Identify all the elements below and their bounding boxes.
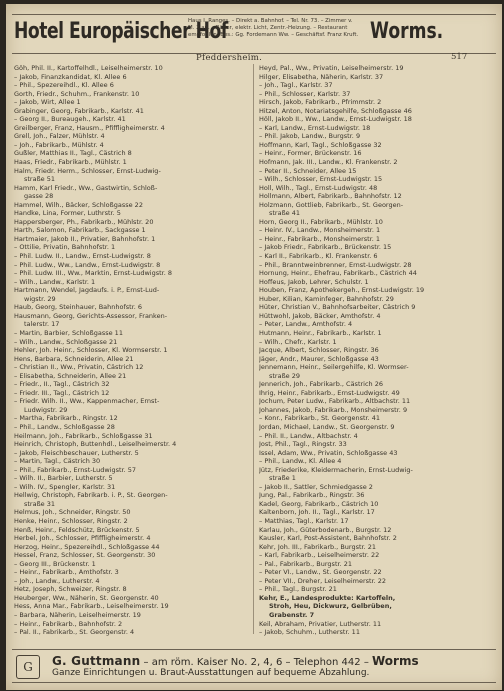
hotel-ad-line: Haus I. Ranges. – Direkt a. Bahnhof. – Tel. Nr. 73. – Zimmer v. <box>188 18 353 24</box>
directory-entry: Handke, Lina, Former, Luthrstr. 5 <box>14 209 121 218</box>
directory-entry: Grabenstr. 7 <box>269 611 315 619</box>
directory-entry: gasse 28 <box>24 192 54 201</box>
directory-entry: Happersberger, Ph., Fabrikarb., Mühlstr. 20 <box>14 217 154 226</box>
directory-entry: – Wilh., Landw., Schloßgasse 21 <box>14 337 118 346</box>
right-column <box>259 64 497 637</box>
directory-entry: Kehr, Joh. III., Fabrikarb., Burgstr. 21 <box>259 542 376 551</box>
directory-page <box>6 4 502 690</box>
directory-entry: Hofmann, Jak. III., Landw., Kl. Frankenstr. 2 <box>259 158 398 167</box>
directory-entry: straße 51 <box>24 175 56 184</box>
directory-entry: – Peter VI., Landw., St. Georgenstr. 22 <box>259 568 382 577</box>
directory-entry: Hellwig, Christoph, Fabrikarb. i. P., St. Georgen- <box>14 491 168 500</box>
directory-entry: – Konr., Fabrikarb., St. Georgenstr. 41 <box>259 414 381 423</box>
directory-entry: Hamm, Karl Friedr., Ww., Gastwirtin, Schloß- <box>14 183 158 192</box>
directory-entry: – Jakob II., Sattler, Schmiedgasse 2 <box>259 482 373 491</box>
directory-entry: – Phil. Ludw., Ww., Landw., Ernst-Ludwigstr. 8 <box>14 260 161 269</box>
hotel-ad-line: M. 2 an. – Bäder, elektr. Licht, Zentr.-Heizung. – Restaurant <box>188 25 348 31</box>
directory-entry: Horn, Georg II., Fabrikarb., Mühlstr. 10 <box>259 217 383 226</box>
directory-entry: wigstr. 29 <box>24 294 56 303</box>
directory-entry: – Peter II., Schneider, Allee 15 <box>259 166 357 175</box>
directory-entry: Herzog, Heinr., Spezereihdl., Schloßgasse 44 <box>14 542 160 551</box>
directory-entry: Jochum, Peter Ludw., Fabrikarb., Altbachstr. 11 <box>259 397 411 406</box>
directory-entry: – Friedr. Wilh. II., Ww., Kappenmacher, Ernst- <box>14 397 160 406</box>
directory-entry: Holzmann, Gottlieb, Fabrikarb., St. Georgen- <box>259 200 404 209</box>
directory-entry: Kaltenborn, Joh. II., Tagl., Karlstr. 17 <box>259 508 375 517</box>
directory-entry: Heilmann, Joh., Fabrikarb., Schloßgasse 31 <box>14 431 153 440</box>
directory-entry: – Martha, Fabrikarb., Ringstr. 12 <box>14 414 118 423</box>
directory-entry: – Phil. Jakob, Landw., Burgstr. 9 <box>259 132 361 141</box>
directory-entry: – Wilh., Landw., Karlstr. 1 <box>14 277 96 286</box>
directory-entry: Hornung, Heinr., Ehefrau, Fabrikarb., Cästrich 44 <box>259 269 417 278</box>
directory-entry: – Elisabetha, Schneiderin, Allee 21 <box>14 371 127 380</box>
left-column <box>14 64 252 637</box>
directory-entry: Keil, Abraham, Privatier, Lutherstr. 11 <box>259 619 382 628</box>
directory-entry: Issel, Adam, Ww., Privatin, Schloßgasse 43 <box>259 448 398 457</box>
directory-entry: Heinrich, Christoph, Buttenhdl., Leiselheimerstr. 4 <box>14 440 177 449</box>
directory-entry: Heyd, Pal., Ww., Privatin, Leiselheimerstr. 19 <box>259 64 404 72</box>
directory-entry: Herbel, Joh., Schlosser, Pfiffligheimerstr. 4 <box>14 534 151 543</box>
directory-entry: Johannes, Jakob, Fabrikarb., Monsheimerstr. 9 <box>259 405 408 414</box>
directory-entry: Huber, Kilian, Kaminfeger, Bahnhofstr. 29 <box>259 294 394 303</box>
directory-entry: Holl, Wilh., Tagl., Ernst-Ludwigstr. 48 <box>259 183 378 192</box>
directory-entry: Jung, Pal., Fabrikarb., Ringstr. 36 <box>259 491 365 500</box>
directory-entry: – Phil. II., Landw., Altbachstr. 4 <box>259 431 358 440</box>
directory-entry: – Friedr. III., Tagl., Cästrich 12 <box>14 388 110 397</box>
directory-entry: – Phil. Ludw. III., Ww., Marktin, Ernst-Ludwigstr. 8 <box>14 269 172 278</box>
directory-entry: – Karl II., Fabrikarb., Kl. Frankenstr. 6 <box>259 252 378 261</box>
directory-entry: – Heinr., Former, Brückenstr. 16 <box>259 149 362 158</box>
directory-entry: Hammel, Wilh., Bäcker, Schloßgasse 22 <box>14 200 143 209</box>
directory-entry: Harth, Salomon, Fabrikarb., Sackgasse 1 <box>14 226 146 235</box>
section-title: Pfeddersheim. <box>196 53 263 63</box>
directory-entry: straße 41 <box>269 209 301 218</box>
directory-entry: Göh, Phil. II., Kartoffelhdl., Leiselheimerstr. 10 <box>14 64 163 72</box>
directory-entry: Hartmaier, Jakob II., Privatier, Bahnhofstr. 1 <box>14 234 156 243</box>
hotel-ad-details <box>188 18 366 39</box>
directory-entry: – Joh., Tagl., Karlstr. 37 <box>259 81 333 90</box>
directory-entry: – Karl, Landw., Ernst-Ludwigstr. 18 <box>259 123 371 132</box>
directory-entry: Heuberger, Ww., Näherin, St. Georgenstr. 40 <box>14 593 159 602</box>
directory-entry: Henß, Heinr., Feldschütz, Brückenstr. 5 <box>14 525 140 534</box>
directory-entry: Halm, Friedr. Herm., Schlosser, Ernst-Ludwig- <box>14 166 161 175</box>
directory-entry: Jordan, Michael, Landw., St. Georgenstr. 9 <box>259 422 395 431</box>
directory-entry: straße 31 <box>24 499 56 508</box>
directory-entry: – Phil. Ludw. II., Landw., Ernst-Ludwigstr. 8 <box>14 252 151 261</box>
directory-entry: Kausler, Karl, Post-Assistent, Bahnhofstr. 2 <box>259 534 397 543</box>
directory-entry: – Friedr., II., Tagl., Cästrich 32 <box>14 380 110 389</box>
directory-entry: Hess, Anna Mar., Fabrikarb., Leiselheimerstr. 19 <box>14 602 169 611</box>
directory-entry: – Wilh. II., Barbier, Lutherstr. 5 <box>14 474 113 483</box>
directory-entry: Hüttwohl, Jakob, Bäcker, Amthofstr. 4 <box>259 311 381 320</box>
directory-entry: Kehr, E., Landesprodukte: Kartoffeln, <box>259 593 396 602</box>
directory-entry: Höll, Jakob II., Ww., Landw., Ernst-Ludwigstr. 18 <box>259 115 412 124</box>
directory-entry: Hens, Barbara, Schneiderin, Allee 21 <box>14 354 134 363</box>
directory-entry: – Jakob, Finanzkandidat, Kl. Allee 6 <box>14 72 127 81</box>
directory-entry: – Phil., Fabrikarb., Ernst-Ludwigstr. 57 <box>14 465 137 474</box>
directory-entry: Hirsch, Jakob, Fabrikarb., Pfrimmstr. 2 <box>259 98 382 107</box>
page-number: 517 <box>451 52 468 62</box>
directory-entry: Jütz, Friederike, Kleidermacherin, Ernst-Ludwig- <box>259 465 413 474</box>
directory-entry: Kadel, Georg, Fabrikarb., Cästrich 10 <box>259 499 379 508</box>
directory-entry: – Pal., Fabrikarb., Burgstr. 21 <box>259 559 352 568</box>
directory-entry: Hetz, Joseph, Schweizer, Ringstr. 8 <box>14 585 127 594</box>
directory-entry: Hilger, Elisabetha, Näherin, Karlstr. 37 <box>259 72 384 81</box>
directory-entry: Jennerich, Joh., Fabrikarb., Cästrich 26 <box>259 380 383 389</box>
directory-entry: Hoffeus, Jakob, Lehrer, Schulstr. 1 <box>259 277 369 286</box>
directory-entry: straße 1 <box>269 474 296 483</box>
footer-address: – am röm. Kaiser No. 2, 4, 6 – Telephon 442 – <box>140 657 372 668</box>
directory-entry: Hessel, Franz, Schlosser, St. Georgenstr. 30 <box>14 551 156 560</box>
directory-entry: – Wilh., Chefr., Karlstr. 1 <box>259 337 337 346</box>
directory-entry: Grabinger, Georg, Fabrikarb., Karlstr. 41 <box>14 106 144 115</box>
directory-entry: Grell, Joh., Falzer, Mühlstr. 4 <box>14 132 105 141</box>
directory-entry: Gorth, Friedr., Schuhm., Frankenstr. 10 <box>14 89 140 98</box>
directory-entry: – Pal. II., Fabrikarb., St. Georgenstr. 4 <box>14 628 135 637</box>
directory-entry: Hoffmann, Karl, Tagl., Schloßgasse 32 <box>259 140 382 149</box>
directory-entry: – Wilh. IV., Spengler, Karlstr. 31 <box>14 482 116 491</box>
directory-entry: Hehler, Joh. Heinr., Schlosser, Kl. Wormserstr. 1 <box>14 346 168 355</box>
directory-entry: Ludwigstr. 29 <box>24 405 68 414</box>
directory-entry: – Heinr., Fabrikarb., Bahnhofstr. 2 <box>14 619 123 628</box>
directory-entry: – Heinr., Fabrikarb., Monsheimerstr. 1 <box>259 234 381 243</box>
directory-entry: Haub, Georg, Steinhauer, Bahnhofstr. 6 <box>14 303 143 312</box>
directory-entry: – Heinr., Fabrikarb., Amthofstr. 3 <box>14 568 119 577</box>
page-header <box>12 14 496 54</box>
footer-city: Worms <box>372 654 419 668</box>
directory-entry: Haas, Friedr., Fabrikarb., Mühlstr. 1 <box>14 158 127 167</box>
directory-entry: – Phil., Schlosser, Karlstr. 37 <box>259 89 351 98</box>
directory-entry: Jacque, Albert, Schlosser, Ringstr. 36 <box>259 346 379 355</box>
directory-entry: Hausmann, Georg, Gerichts-Assessor, Franken- <box>14 311 168 320</box>
directory-entry: – Jakob, Wirt, Allee 1 <box>14 98 81 107</box>
directory-entry: Houben, Franz, Apothekergeh., Ernst-Ludwigstr. 19 <box>259 286 425 295</box>
directory-entry: Jennemann, Heinr., Seilergehilfe, Kl. Wormser- <box>259 363 409 372</box>
directory-entry: – Ottilie, Privatin, Bahnhofstr. 1 <box>14 243 116 252</box>
directory-entry: – Wilh., Schlosser, Ernst-Ludwigstr. 15 <box>259 175 383 184</box>
directory-entry: Karlau, Joh., Güterbodenarb., Burgstr. 12 <box>259 525 392 534</box>
directory-entry: – Phil., Tagl., Burgstr. 21 <box>259 585 337 594</box>
directory-entry: – Georg II., Bureaugeh., Karlstr. 41 <box>14 115 126 124</box>
directory-entry: Hitzel, Anton, Notariatsgehilfe, Schloßgasse 46 <box>259 106 412 115</box>
hotel-ad-title: Hotel Europäischer Hof <box>14 19 228 44</box>
directory-entry: Gußler, Matthias II., Tagl., Cästrich 8 <box>14 149 132 158</box>
directory-entry: Hartmann, Wendel, Jagdaufs. i. P., Ernst-Lud- <box>14 286 160 295</box>
directory-entry: – Joh., Fabrikarb., Mühlstr. 4 <box>14 140 104 149</box>
column-divider <box>253 64 254 634</box>
directory-entry: – Peter, Landw., Amthofstr. 4 <box>259 320 353 329</box>
directory-entry: – Phil., Landw., Kl. Allee 4 <box>259 457 342 466</box>
directory-entry: Greilberger, Franz, Hausm., Pfiffligheimerstr. 4 <box>14 123 165 132</box>
directory-entry: straße 29 <box>269 371 301 380</box>
directory-entry: – Heinr. IV., Landw., Monsheimerstr. 1 <box>259 226 381 235</box>
directory-entry: Hollmann, Albert, Fabrikarb., Bahnhofstr. 12 <box>259 192 402 201</box>
directory-entry: – Martin, Tagl., Cästrich 30 <box>14 457 101 466</box>
directory-entry: Hüter, Christian V., Bahnhofsarbeiter, Cästrich 9 <box>259 303 416 312</box>
directory-entry: – Christian II., Ww., Privatin, Cästrich 12 <box>14 363 144 372</box>
directory-entry: – Georg III., Brückenstr. 1 <box>14 559 96 568</box>
directory-entry: – Phil., Spezereihdl., Kl. Allee 6 <box>14 81 114 90</box>
directory-entry: Ihrig, Heinr., Fabrikarb., Ernst-Ludwigstr. 49 <box>259 388 400 397</box>
directory-entry: – Joh., Landw., Lutherstr. 4 <box>14 576 100 585</box>
directory-entry: – Phil., Landw., Schloßgasse 28 <box>14 422 115 431</box>
directory-entry: Helmus, Joh., Schneider, Ringstr. 50 <box>14 508 131 517</box>
footer-line-1 <box>52 654 492 668</box>
directory-entry: – Martin, Barbier, Schloßgasse 11 <box>14 328 123 337</box>
directory-entry: Hutmann, Heinr., Fabrikarb., Karlstr. 1 <box>259 328 382 337</box>
directory-entry: Henke, Heinr., Schlosser, Ringstr. 2 <box>14 516 128 525</box>
hotel-ad-city: Worms. <box>370 19 444 44</box>
directory-entry: – Karl, Fabrikarb., Leiselheimerstr. 22 <box>259 551 380 560</box>
directory-entry: Jäger, Andr., Maurer, Schloßgasse 43 <box>259 354 379 363</box>
footer-emblem: G <box>16 655 40 679</box>
directory-entry: talerstr. 17 <box>24 320 60 329</box>
directory-entry: – Jakob Friedr., Fabrikarb., Brückenstr. 15 <box>259 243 392 252</box>
directory-entry: – Phil., Branntweinbrenner, Ernst-Ludwigstr. 28 <box>259 260 412 269</box>
directory-entry: – Peter VII., Dreher, Leiselheimerstr. 22 <box>259 576 387 585</box>
directory-entry: – Barbara, Näherin, Leiselheimerstr. 19 <box>14 611 141 619</box>
directory-entry: – Jakob, Fleischbeschauer, Lutherstr. 5 <box>14 448 139 457</box>
footer-company-name: G. Guttmann <box>52 654 141 668</box>
footer-ad <box>12 649 496 683</box>
hotel-ad-line: empfohlen. Bes.: Gg. Fordemann Ww. – Geschäftsf. Franz Kruft. <box>188 32 359 38</box>
directory-entry: – Jakob, Schuhm., Lutherstr. 11 <box>259 628 360 637</box>
directory-entry: – Matthias, Tagl., Karlstr. 17 <box>259 516 349 525</box>
directory-entry: Jost, Phil., Tagl., Ringstr. 33 <box>259 440 347 449</box>
footer-tagline: Ganze Einrichtungen u. Braut-Ausstattungen auf bequeme Abzahlung. <box>52 668 370 678</box>
directory-entry: Stroh, Heu, Dickwurz, Gelbrüben, <box>269 602 392 611</box>
